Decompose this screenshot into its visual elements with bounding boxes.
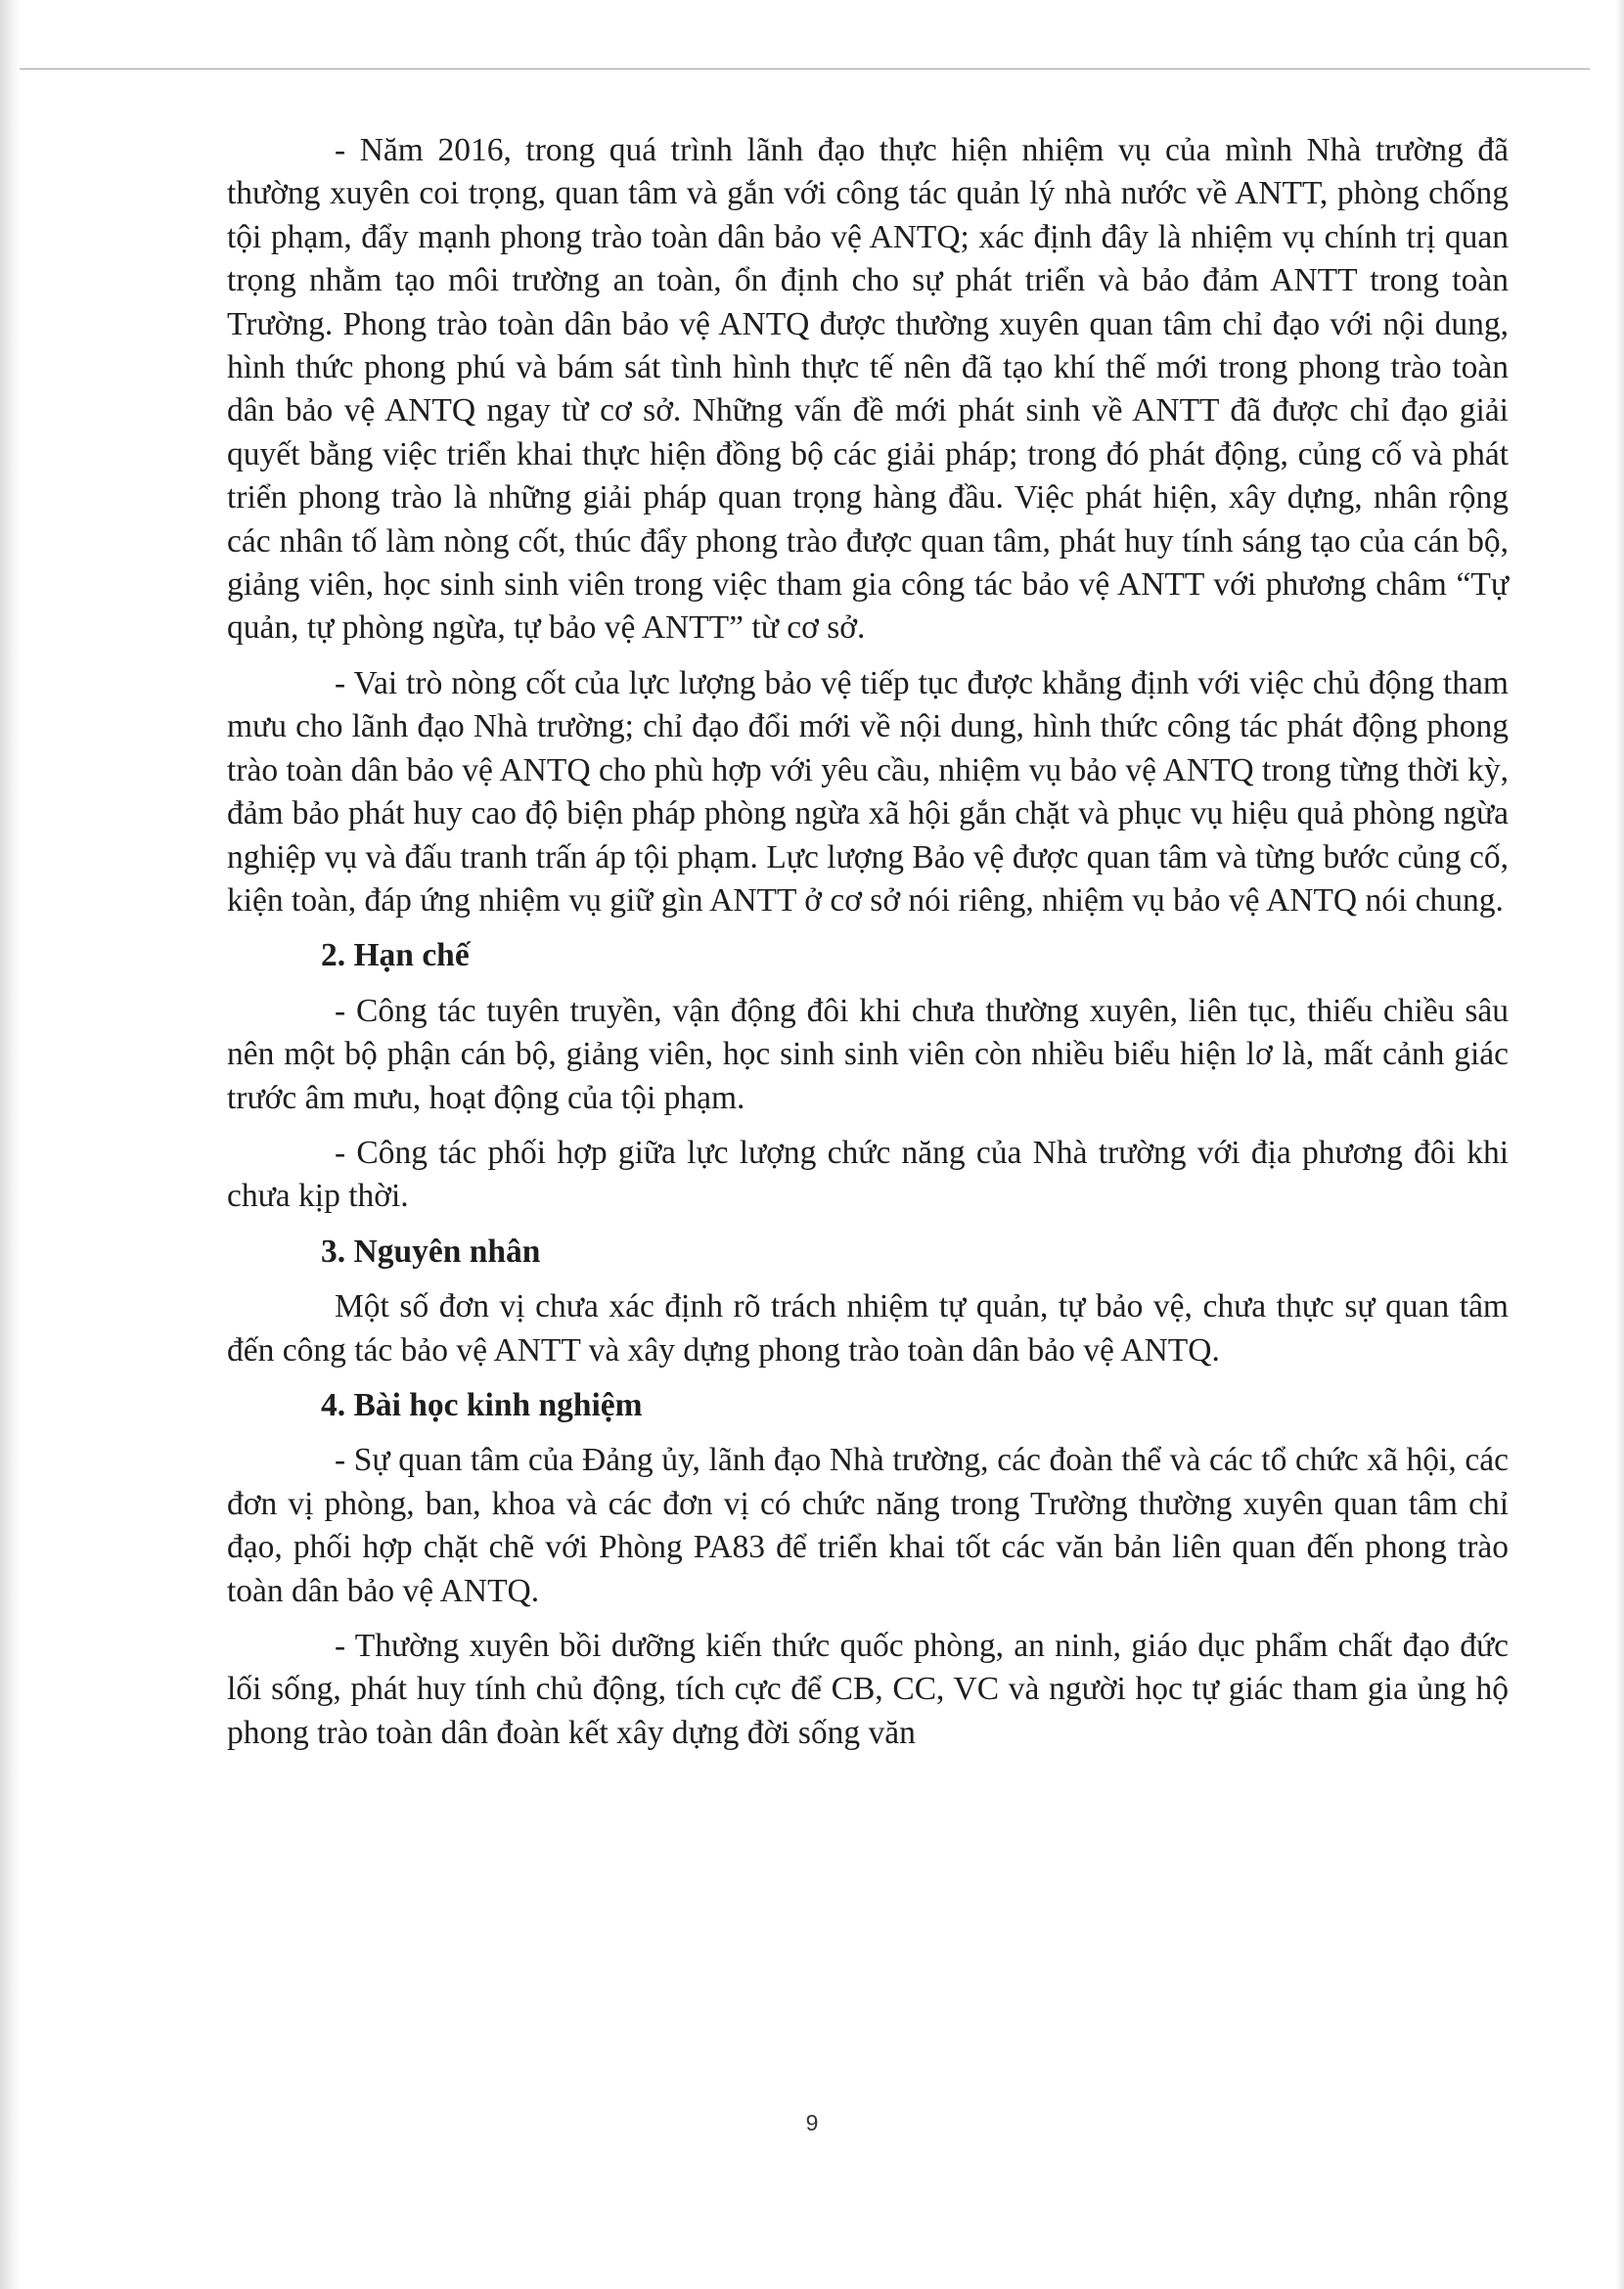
- heading-causes: 3. Nguyên nhân: [321, 1233, 541, 1270]
- header-rule: [20, 68, 1590, 69]
- paragraph-causes: Một số đơn vị chưa xác định rõ trách nhiệm tự quản, tự bảo vệ, chưa thực sự quan tâm đến công tác bảo vệ ANTT và xây dựng phong trào toàn dân bảo vệ ANTQ.: [227, 1288, 1509, 1369]
- paragraph-lessons-1: - Sự quan tâm của Đảng ủy, lãnh đạo Nhà trường, các đoàn thể và các tổ chức xã hội, các đơn vị phòng, ban, khoa và các đơn vị có chức năng trong Trường thường xuyên quan tâm chỉ đạo, phối hợp chặt chẽ với Phòng PA83 để triển khai tốt các văn bản liên quan đến phong trào toàn dân bảo vệ ANTQ.: [227, 1442, 1509, 1609]
- paragraph-limitations-1: - Công tác tuyên truyền, vận động đôi khi chưa thường xuyên, liên tục, thiếu chiều sâu nên một bộ phận cán bộ, giảng viên, học sinh sinh viên còn nhiều biểu hiện lơ là, mất cảnh giác trước âm mưu, hoạt động của tội phạm.: [227, 992, 1509, 1116]
- scan-edge-right: [1616, 0, 1624, 2289]
- paragraph-achievements-1: - Năm 2016, trong quá trình lãnh đạo thực hiện nhiệm vụ của mình Nhà trường đã thường xuyên coi trọng, quan tâm và gắn với công tác quản lý nhà nước về ANTT, phòng chống tội phạm, đẩy mạnh phong trào toàn dân bảo vệ ANTQ; xác định đây là nhiệm vụ chính trị quan trọng nhằm tạo môi trường an toàn, ổn định cho sự phát triển và bảo đảm ANTT trong toàn Trường. Phong trào toàn dân bảo vệ ANTQ được thường xuyên quan tâm chỉ đạo với nội dung, hình thức phong phú và bám sát tình hình thực tế nên đã tạo khí thế mới trong phong trào toàn dân bảo vệ ANTQ ngay từ cơ sở. Những vấn đề mới phát sinh về ANTT đã được chỉ đạo giải quyết bằng việc triển khai thực hiện đồng bộ các giải pháp; trong đó phát động, củng cố và phát triển phong trào là những giải pháp quan trọng hàng đầu. Việc phát hiện, xây dựng, nhân rộng các nhân tố làm nòng cốt, thúc đẩy phong trào được quan tâm, phát huy tính sáng tạo của cán bộ, giảng viên, học sinh sinh viên trong việc tham gia công tác bảo vệ ANTT với phương châm “Tự quản, tự phòng ngừa, tự bảo vệ ANTT” từ cơ sở.: [227, 132, 1509, 647]
- paragraph-lessons-2: - Thường xuyên bồi dưỡng kiến thức quốc phòng, an ninh, giáo dục phẩm chất đạo đức lối sống, phát huy tính chủ động, tích cực để CB, CC, VC và người học tự giác tham gia ủng hộ phong trào toàn dân đoàn kết xây dựng đời sống văn: [227, 1628, 1509, 1751]
- heading-limitations: 2. Hạn chế: [321, 937, 470, 974]
- heading-lessons: 4. Bài học kinh nghiệm: [321, 1386, 643, 1423]
- scan-edge-left: [0, 0, 22, 2289]
- document-body: [227, 129, 1509, 1755]
- paragraph-achievements-2: - Vai trò nòng cốt của lực lượng bảo vệ tiếp tục được khẳng định với việc chủ động tham mưu cho lãnh đạo Nhà trường; chỉ đạo đổi mới về nội dung, hình thức công tác phát động phong trào toàn dân bảo vệ ANTQ cho phù hợp với yêu cầu, nhiệm vụ bảo vệ ANTQ trong từng thời kỳ, đảm bảo phát huy cao độ biện pháp phòng ngừa xã hội gắn chặt và phục vụ hiệu quả phòng ngừa nghiệp vụ và đấu tranh trấn áp tội phạm. Lực lượng Bảo vệ được quan tâm và từng bước củng cố, kiện toàn, đáp ứng nhiệm vụ giữ gìn ANTT ở cơ sở nói riêng, nhiệm vụ bảo vệ ANTQ nói chung.: [227, 664, 1509, 919]
- paragraph-limitations-2: - Công tác phối hợp giữa lực lượng chức năng của Nhà trường với địa phương đôi khi chưa kịp thời.: [227, 1134, 1509, 1215]
- page-number: 9: [805, 2110, 819, 2135]
